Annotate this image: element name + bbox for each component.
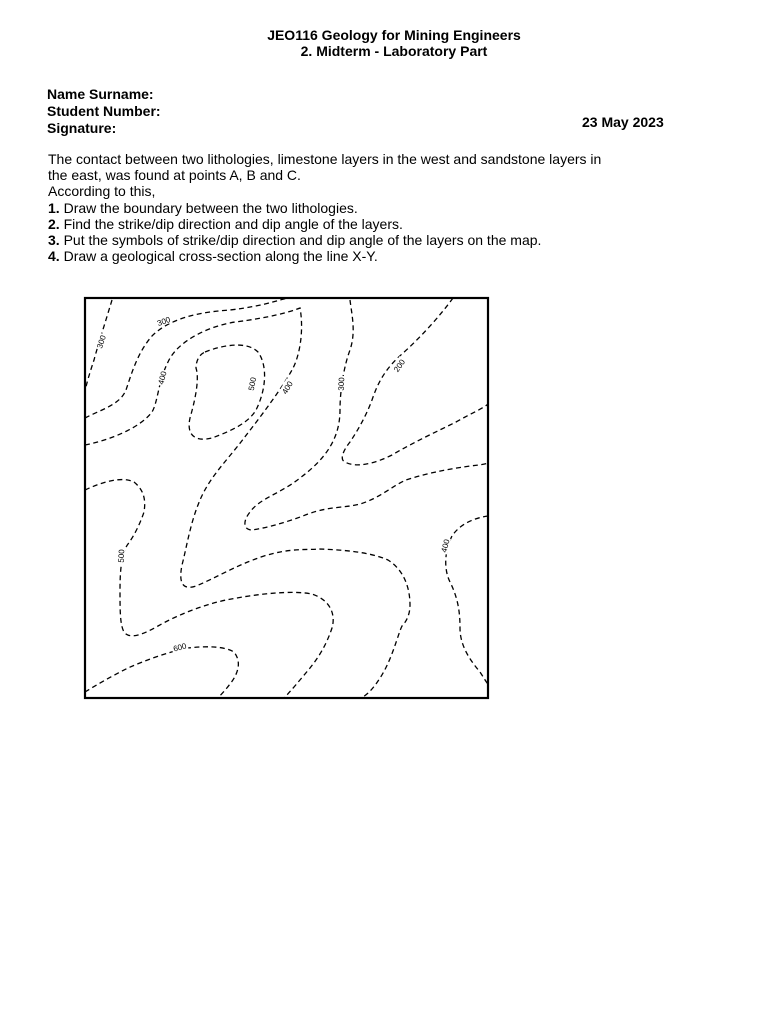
task-text: Draw a geological cross-section along the line X-Y. <box>63 248 378 265</box>
task-number: 3. <box>48 232 60 249</box>
contour-label: 200 <box>392 357 408 374</box>
student-number-label: Student Number: <box>47 103 161 119</box>
contour-label: 400 <box>156 370 169 386</box>
contour-line <box>85 480 333 698</box>
contour-label: 500 <box>246 376 259 392</box>
contour-label: 300 <box>156 315 172 329</box>
contour-line <box>85 308 410 698</box>
course-title: JEO116 Geology for Mining Engineers <box>267 27 521 43</box>
contour-line <box>85 647 238 699</box>
signature-label: Signature: <box>47 120 117 136</box>
contour-line <box>342 298 488 465</box>
contour-line <box>245 300 488 530</box>
task-text: Put the symbols of strike/dip direction and dip angle of the layers on the map. <box>63 232 542 249</box>
contour-label: 500 <box>116 549 127 563</box>
contour-line <box>85 298 288 418</box>
task-number: 1. <box>48 199 60 216</box>
name-surname-label: Name Surname: <box>47 86 154 102</box>
contour-lines <box>85 298 488 699</box>
task-text: Draw the boundary between the two lithologies. <box>63 199 358 216</box>
task-number: 4. <box>48 248 60 265</box>
contour-label: 400 <box>280 379 295 396</box>
intro-line-1: The contact between two lithologies, limestone layers in the west and sandstone layers in <box>48 151 602 167</box>
contour-label: 400 <box>439 538 452 554</box>
intro-line-3: According to this, <box>48 183 156 200</box>
contour-line <box>446 516 488 684</box>
exam-title: 2. Midterm - Laboratory Part <box>300 43 488 59</box>
task-text: Find the strike/dip direction and dip angle of the layers. <box>63 215 403 232</box>
task-number: 2. <box>48 215 60 232</box>
contour-label: 300 <box>95 334 108 350</box>
exam-date: 23 May 2023 <box>582 114 664 130</box>
map-frame <box>85 298 488 698</box>
contour-labels <box>94 314 452 654</box>
contour-label: 600 <box>172 641 188 654</box>
intro-line-2: the east, was found at points A, B and C. <box>48 167 301 184</box>
contour-label: 300 <box>336 377 347 391</box>
